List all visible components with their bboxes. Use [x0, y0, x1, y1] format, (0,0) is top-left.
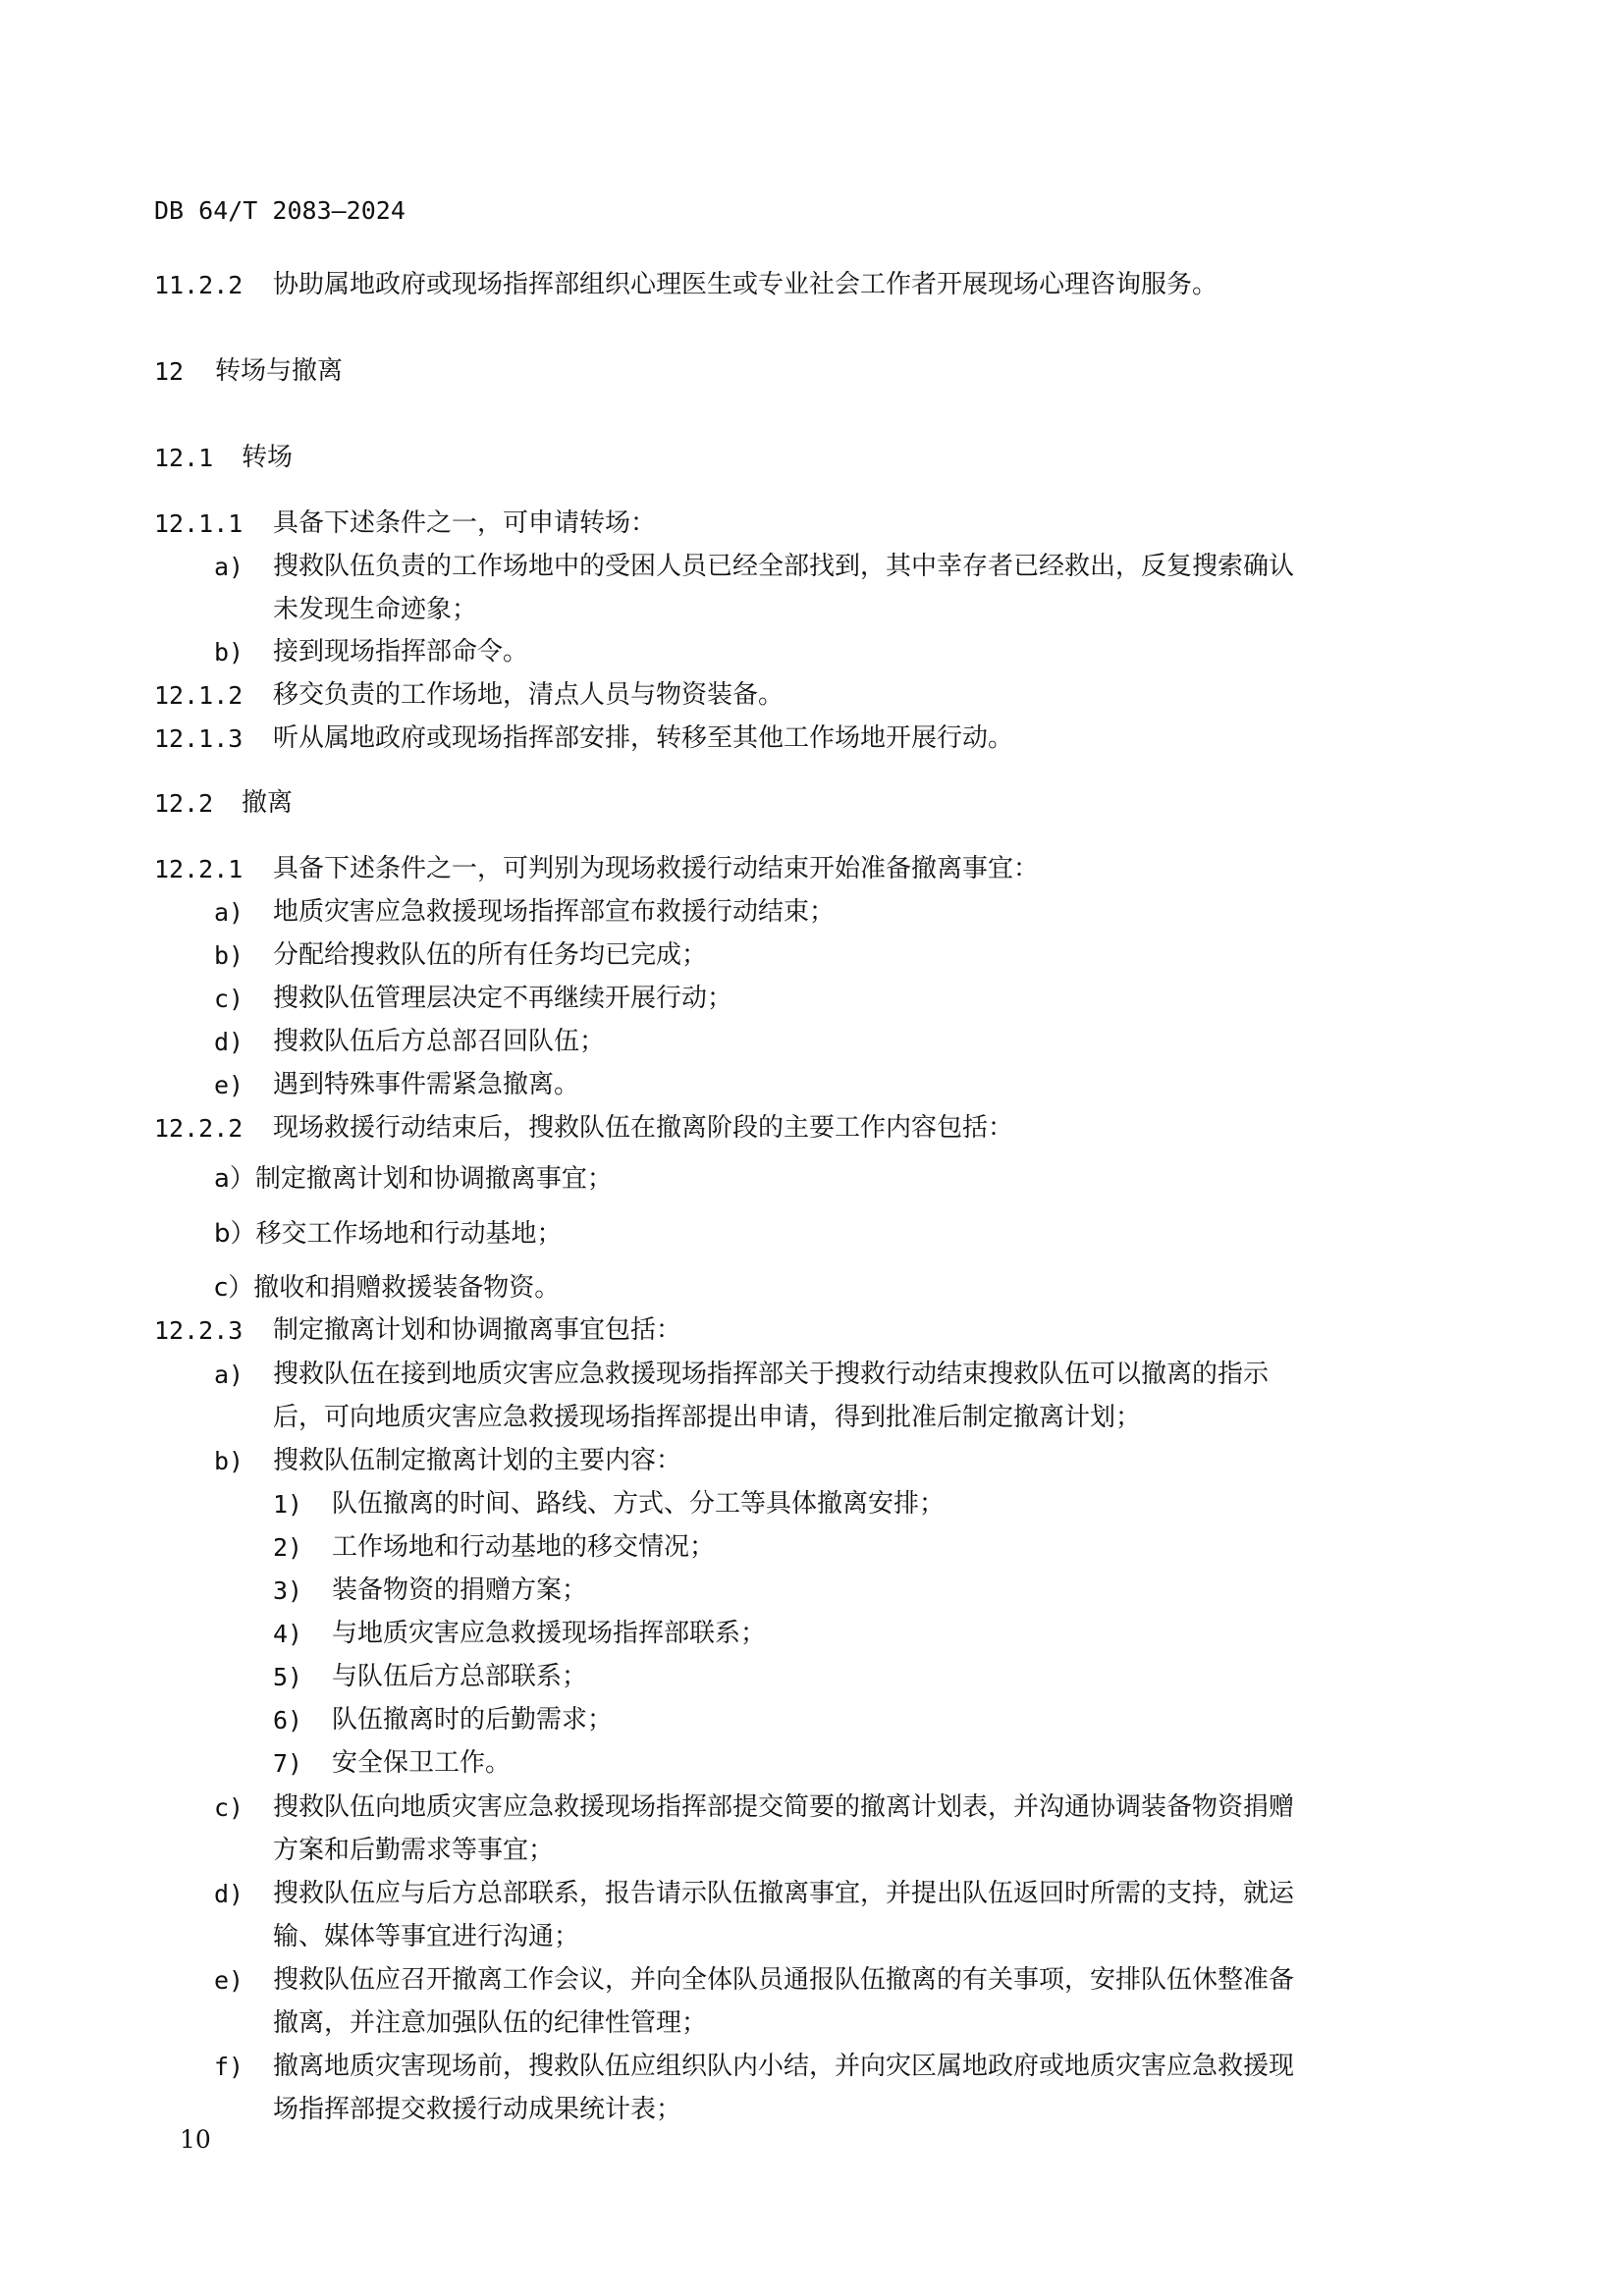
list-item-label: e): [214, 1966, 244, 1995]
clause-text: 具备下述条件之一，可申请转场：: [273, 508, 657, 538]
sub-item-label: 7): [273, 1749, 303, 1778]
list-item-text: 搜救队伍负责的工作场地中的受困人员已经全部找到，其中幸存者已经救出，反复搜索确认: [273, 552, 1295, 581]
clause-text: 移交负责的工作场地，清点人员与物资装备。: [273, 680, 785, 710]
list-item-text: 接到现场指挥部命令。: [273, 637, 529, 667]
list-item-text: 搜救队伍应召开撤离工作会议，并向全体队员通报队伍撤离的有关事项，安排队伍休整准备: [273, 1965, 1295, 1995]
sub-item-text: 与地质灾害应急救援现场指挥部联系；: [332, 1619, 767, 1648]
sub-item-label: 3): [273, 1576, 303, 1605]
sub-item-label: 2): [273, 1533, 303, 1562]
clause-number: 12.2.1: [154, 855, 244, 883]
clause-text: 协助属地政府或现场指挥部组织心理医生或专业社会工作者开展现场心理咨询服务。: [273, 270, 1218, 299]
list-item-text: a）制定撤离计划和协调撤离事宜；: [214, 1164, 613, 1194]
list-item-text: 地质灾害应急救援现场指挥部宣布救援行动结束；: [273, 897, 836, 927]
list-item-label: a): [214, 553, 244, 581]
sub-item-text: 队伍撤离的时间、路线、方式、分工等具体撤离安排；: [332, 1489, 946, 1519]
list-item-label: b): [214, 941, 244, 970]
section-title: 转场与撤离: [215, 356, 344, 386]
clause-number: 11.2.2: [154, 271, 244, 299]
clause-number: 12.1.1: [154, 509, 244, 538]
clause-text: 现场救援行动结束后，搜救队伍在撤离阶段的主要工作内容包括：: [273, 1113, 1014, 1143]
list-item-text: 分配给搜救队伍的所有任务均已完成；: [273, 940, 708, 970]
subsection-number: 12.2: [154, 789, 214, 818]
list-item-text: 撤离地质灾害现场前，搜救队伍应组织队内小结，并向灾区属地政府或地质灾害应急救援现: [273, 2052, 1295, 2081]
list-item-text: 场指挥部提交救援行动成果统计表；: [273, 2095, 682, 2124]
list-item-text: 搜救队伍制定撤离计划的主要内容：: [273, 1446, 682, 1475]
sub-item-text: 队伍撤离时的后勤需求；: [332, 1705, 614, 1735]
list-item-text: 后，可向地质灾害应急救援现场指挥部提出申请，得到批准后制定撤离计划；: [273, 1403, 1142, 1432]
page-number: 10: [180, 2125, 211, 2154]
list-item-text: 搜救队伍在接到地质灾害应急救援现场指挥部关于搜救行动结束搜救队伍可以撤离的指示: [273, 1360, 1270, 1389]
list-item-label: f): [214, 2053, 244, 2081]
clause-text: 具备下述条件之一，可判别为现场救援行动结束开始准备撤离事宜：: [273, 854, 1040, 883]
list-item-text: 撤离，并注意加强队伍的纪律性管理；: [273, 2008, 708, 2038]
list-item-text: 输、媒体等事宜进行沟通；: [273, 1922, 580, 1951]
list-item-text: 搜救队伍应与后方总部联系，报告请示队伍撤离事宜，并提出队伍返回时所需的支持，就运: [273, 1879, 1295, 1908]
sub-item-label: 4): [273, 1620, 303, 1648]
section-number: 12: [154, 357, 185, 386]
list-item-text: 搜救队伍向地质灾害应急救援现场指挥部提交简要的撤离计划表，并沟通协调装备物资捐赠: [273, 1792, 1295, 1822]
list-item-text: 方案和后勤需求等事宜；: [273, 1836, 555, 1865]
clause-text: 制定撤离计划和协调撤离事宜包括：: [273, 1315, 682, 1345]
sub-item-label: 5): [273, 1663, 303, 1691]
list-item-label: e): [214, 1071, 244, 1099]
list-item-label: a): [214, 1361, 244, 1389]
clause-text: 听从属地政府或现场指挥部安排，转移至其他工作场地开展行动。: [273, 723, 1014, 753]
subsection-number: 12.1: [154, 444, 214, 472]
list-item-text: b）移交工作场地和行动基地；: [214, 1219, 563, 1249]
list-item-label: b): [214, 1447, 244, 1475]
list-item-text: c）撤收和捐赠救援装备物资。: [214, 1273, 561, 1303]
list-item-text: 遇到特殊事件需紧急撤离。: [273, 1070, 580, 1099]
sub-item-text: 与队伍后方总部联系；: [332, 1662, 588, 1691]
clause-number: 12.1.3: [154, 724, 244, 753]
standard-code: DB 64/T 2083—2024: [154, 196, 406, 225]
list-item-text: 未发现生命迹象；: [273, 595, 478, 624]
clause-number: 12.2.2: [154, 1114, 244, 1143]
subsection-title: 转场: [242, 443, 294, 472]
subsection-title: 撤离: [242, 788, 294, 818]
list-item-label: c): [214, 1793, 244, 1822]
list-item-label: b): [214, 638, 244, 667]
clause-number: 12.2.3: [154, 1316, 244, 1345]
list-item-label: d): [214, 1880, 244, 1908]
sub-item-label: 6): [273, 1706, 303, 1735]
clause-number: 12.1.2: [154, 681, 244, 710]
list-item-text: 搜救队伍管理层决定不再继续开展行动；: [273, 984, 733, 1013]
sub-item-text: 工作场地和行动基地的移交情况；: [332, 1532, 716, 1562]
sub-item-text: 安全保卫工作。: [332, 1748, 512, 1778]
list-item-label: a): [214, 898, 244, 927]
sub-item-text: 装备物资的捐赠方案；: [332, 1575, 588, 1605]
list-item-text: 搜救队伍后方总部召回队伍；: [273, 1027, 606, 1056]
list-item-label: d): [214, 1028, 244, 1056]
sub-item-label: 1): [273, 1490, 303, 1519]
list-item-label: c): [214, 985, 244, 1013]
